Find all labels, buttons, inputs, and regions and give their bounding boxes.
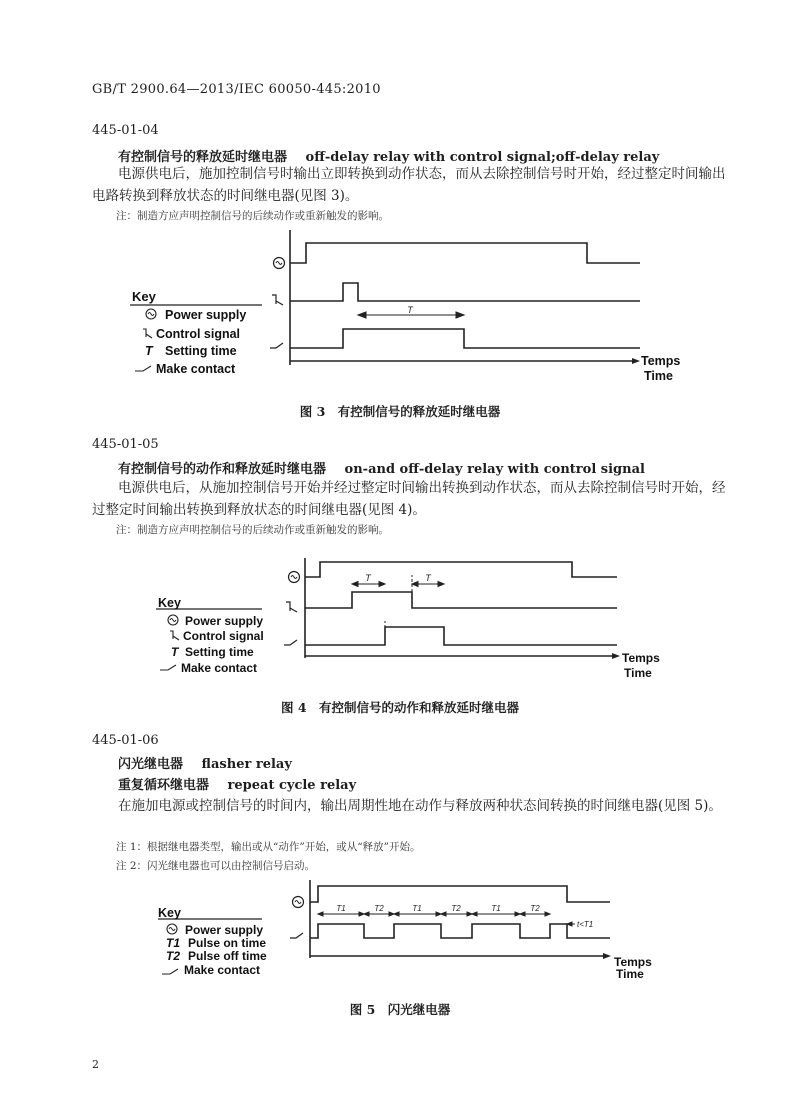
setting-time-label: T — [425, 573, 431, 583]
key-item: Make contact — [181, 661, 258, 675]
term-number: 445-01-04 — [92, 123, 159, 138]
interval-label-t1: T1 — [412, 904, 422, 913]
key-power-supply-icon — [168, 615, 178, 625]
time-label-en: Time — [624, 666, 652, 680]
inequality-label: t<T1 — [577, 920, 594, 929]
page-number: 2 — [92, 1058, 99, 1071]
key-t-symbol: T — [171, 645, 179, 659]
setting-time-label: T — [365, 573, 371, 583]
key-make-contact-icon — [162, 969, 178, 974]
power-supply-waveform — [305, 562, 617, 577]
term-definition: 电源供电后，从施加控制信号开始并经过整定时间输出转换到动作状态，而从去除控制信号时开始，经过整定时间输出转换到释放状态的时间继电器(见图 4)。 — [92, 480, 726, 518]
key-title: Key — [158, 906, 181, 920]
key-t1-symbol: T1 — [166, 936, 181, 950]
interval-label-t1: T1 — [491, 904, 501, 913]
key-item: Power supply — [185, 923, 264, 937]
figure-4-timing-diagram — [0, 550, 800, 690]
key-power-supply-icon — [167, 924, 177, 934]
term-title-en: repeat cycle relay — [227, 778, 357, 793]
key-item: Power supply — [165, 308, 247, 322]
make-contact-symbol — [284, 640, 297, 645]
figure-3-timing-diagram — [0, 225, 800, 395]
key-item: Control signal — [156, 327, 241, 341]
term-title — [118, 458, 645, 477]
power-supply-symbol — [293, 897, 304, 908]
make-contact-symbol — [290, 933, 303, 938]
control-signal-waveform — [290, 283, 640, 301]
key-item: Setting time — [185, 645, 254, 659]
term-note: 注 1：根据继电器类型，输出或从“动作”开始，或从“释放”开始。 — [116, 841, 421, 853]
key-item: Control signal — [183, 629, 264, 643]
key-item: Make contact — [184, 963, 261, 977]
interval-label-t2: T2 — [374, 904, 384, 913]
key-item: Make contact — [156, 362, 236, 376]
make-contact-symbol — [270, 343, 283, 348]
time-label-en: Time — [616, 967, 644, 981]
key-title: Key — [158, 596, 181, 610]
term-title-cn: 有控制信号的释放延时继电器 — [118, 150, 288, 165]
interval-label-t2: T2 — [530, 904, 540, 913]
key-title: Key — [132, 289, 156, 304]
term-title-cn: 有控制信号的动作和释放延时继电器 — [118, 462, 327, 477]
make-contact-waveform — [290, 329, 640, 348]
power-supply-symbol — [289, 572, 300, 583]
term-title-cn: 闪光继电器 — [118, 757, 184, 772]
figure-caption: 图 3 有控制信号的释放延时继电器 — [299, 404, 501, 419]
term-title-en: off-delay relay with control signal;off-delay relay — [305, 150, 660, 165]
time-label-en: Time — [644, 369, 673, 383]
key-item: Setting time — [165, 344, 237, 358]
key-item: Pulse off time — [188, 949, 267, 963]
power-supply-waveform — [290, 243, 640, 263]
figure-caption: 图 5 闪光继电器 — [349, 1002, 451, 1017]
key-make-contact-icon — [160, 665, 176, 670]
figure-5-timing-diagram — [0, 874, 800, 984]
term-title — [118, 753, 292, 772]
time-label-fr: Temps — [622, 651, 660, 665]
interval-label-t2: T2 — [451, 904, 461, 913]
term-title-2 — [118, 774, 356, 793]
time-label-fr: Temps — [641, 354, 681, 368]
key-t-symbol: T — [145, 344, 153, 358]
make-contact-waveform — [310, 924, 610, 938]
control-signal-waveform — [305, 592, 617, 608]
control-signal-symbol — [286, 602, 297, 612]
interval-label-t1: T1 — [336, 904, 346, 913]
setting-time-label: T — [407, 305, 413, 315]
term-number: 445-01-06 — [92, 733, 159, 748]
key-item: Power supply — [185, 614, 264, 628]
key-control-signal-icon — [170, 631, 179, 640]
term-note: 注：制造方应声明控制信号的后续动作或重新触发的影响。 — [116, 524, 389, 536]
term-title-en: on-and off-delay relay with control signal — [344, 462, 645, 477]
term-note: 注 2：闪光继电器也可以由控制信号启动。 — [116, 860, 316, 872]
term-definition: 在施加电源或控制信号的时间内，输出周期性地在动作与释放两种状态间转换的时间继电器(见图 5)。 — [118, 798, 722, 814]
key-item: Pulse on time — [188, 936, 267, 950]
key-control-signal-icon — [143, 329, 152, 338]
key-make-contact-icon — [135, 366, 151, 371]
make-contact-waveform — [305, 627, 617, 645]
term-title-cn: 重复循环继电器 — [118, 778, 210, 793]
power-supply-waveform — [310, 886, 610, 902]
standard-header: GB/T 2900.64—2013/IEC 60050-445:2010 — [92, 82, 381, 97]
term-note: 注：制造方应声明控制信号的后续动作或重新触发的影响。 — [116, 210, 389, 222]
figure-caption: 图 4 有控制信号的动作和释放延时继电器 — [280, 700, 520, 715]
term-number: 445-01-05 — [92, 437, 159, 452]
control-signal-symbol — [272, 295, 283, 305]
term-definition: 电源供电后，施加控制信号时输出立即转换到动作状态，而从去除控制信号时开始，经过整定时间输出电路转换到释放状态的时间继电器(见图 3)。 — [92, 166, 726, 204]
term-title-en: flasher relay — [201, 757, 292, 772]
time-label-fr: Temps — [614, 955, 652, 969]
key-power-supply-icon — [146, 309, 156, 319]
key-t2-symbol: T2 — [166, 949, 181, 963]
power-supply-symbol — [274, 258, 285, 269]
